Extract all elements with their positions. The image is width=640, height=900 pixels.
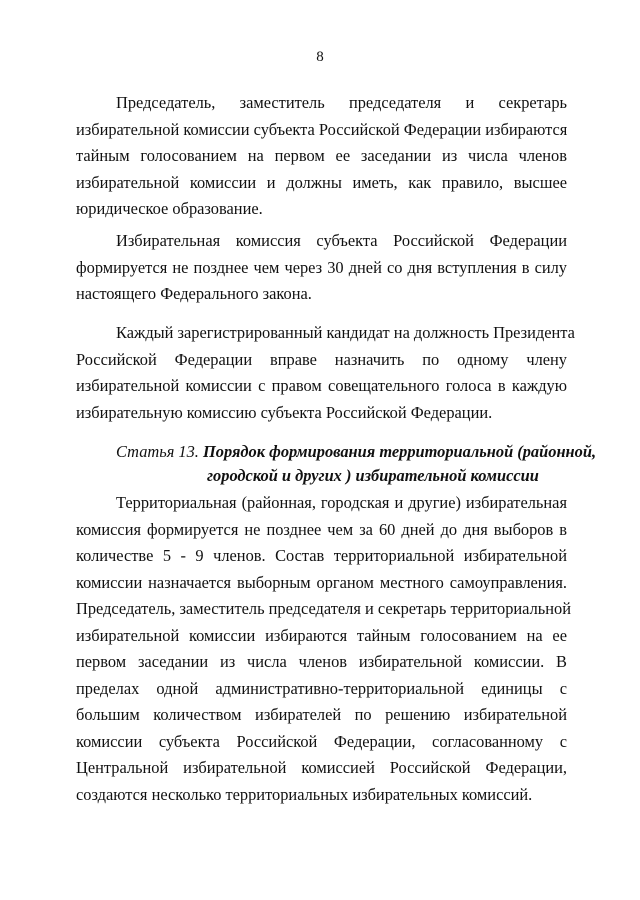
paragraph-line: избирательной комиссии избираются тайным голосованием на ее (76, 625, 567, 645)
paragraph-candidate-appointee (76, 320, 575, 426)
paragraph-line: избирательной комиссии субъекта Российской Федерации избираются (76, 119, 568, 139)
paragraph-line: количестве 5 - 9 членов. Состав территориальной избирательной (76, 546, 567, 565)
article-title-line-1: Порядок формирования территориальной (районной, (203, 442, 597, 461)
paragraph-line: Российской Федерации вправе назначить по одному члену (76, 349, 567, 369)
paragraph-line: избирательную комиссию субъекта Российской Федерации. (76, 402, 493, 422)
paragraph-line: тайным голосованием на первом ее заседании из числа членов (76, 146, 567, 165)
paragraph-line: первом заседании из числа членов избирательной комиссии. В (76, 652, 567, 671)
paragraph-line: комиссии назначается выборным органом местного самоуправления. (76, 572, 567, 592)
article-heading (116, 440, 597, 488)
paragraph-line: формируется не позднее чем через 30 дней со дня вступления в силу (76, 257, 567, 277)
paragraph-line: большим количеством избирателей по решению избирательной (76, 705, 567, 724)
paragraph-line: настоящего Федерального закона. (76, 284, 312, 303)
paragraph-line: Избирательная комиссия субъекта Российской Федерации (116, 231, 567, 250)
paragraph-line: Председатель, заместитель председателя и секретарь (116, 93, 567, 112)
paragraph-line: комиссии субъекта Российской Федерации, согласованному с (76, 731, 567, 751)
paragraph-line: создаются несколько территориальных избирательных комиссий. (76, 784, 533, 804)
article-title-line-2: городской и других ) избирательной комиссии (207, 466, 539, 485)
paragraph-line: избирательной комиссии и должны иметь, как правило, высшее (76, 172, 567, 192)
paragraph-line: Каждый зарегистрированный кандидат на должность Президента (116, 323, 575, 342)
paragraph-line: комиссия формируется не позднее чем за 60 дней до дня выборов в (76, 519, 567, 539)
article-label: Статья 13. (116, 442, 199, 461)
page-number: 8 (316, 49, 324, 65)
paragraph-line: избирательной комиссии с правом совещательного голоса в каждую (76, 376, 567, 395)
paragraph-line: Территориальная (районная, городская и другие) избирательная (116, 493, 567, 512)
paragraph-line: Центральной избирательной комиссией Российской Федерации, (76, 758, 567, 777)
paragraph-chairman-election (76, 90, 567, 223)
paragraph-line: пределах одной административно-территориальной единицы с (76, 678, 567, 698)
paragraph-line: юридическое образование. (76, 199, 263, 218)
paragraph-commission-formation-deadline (76, 228, 567, 308)
paragraph-territorial-commission (76, 490, 571, 808)
paragraph-line: Председатель, заместитель председателя и секретарь территориальной (76, 599, 571, 618)
